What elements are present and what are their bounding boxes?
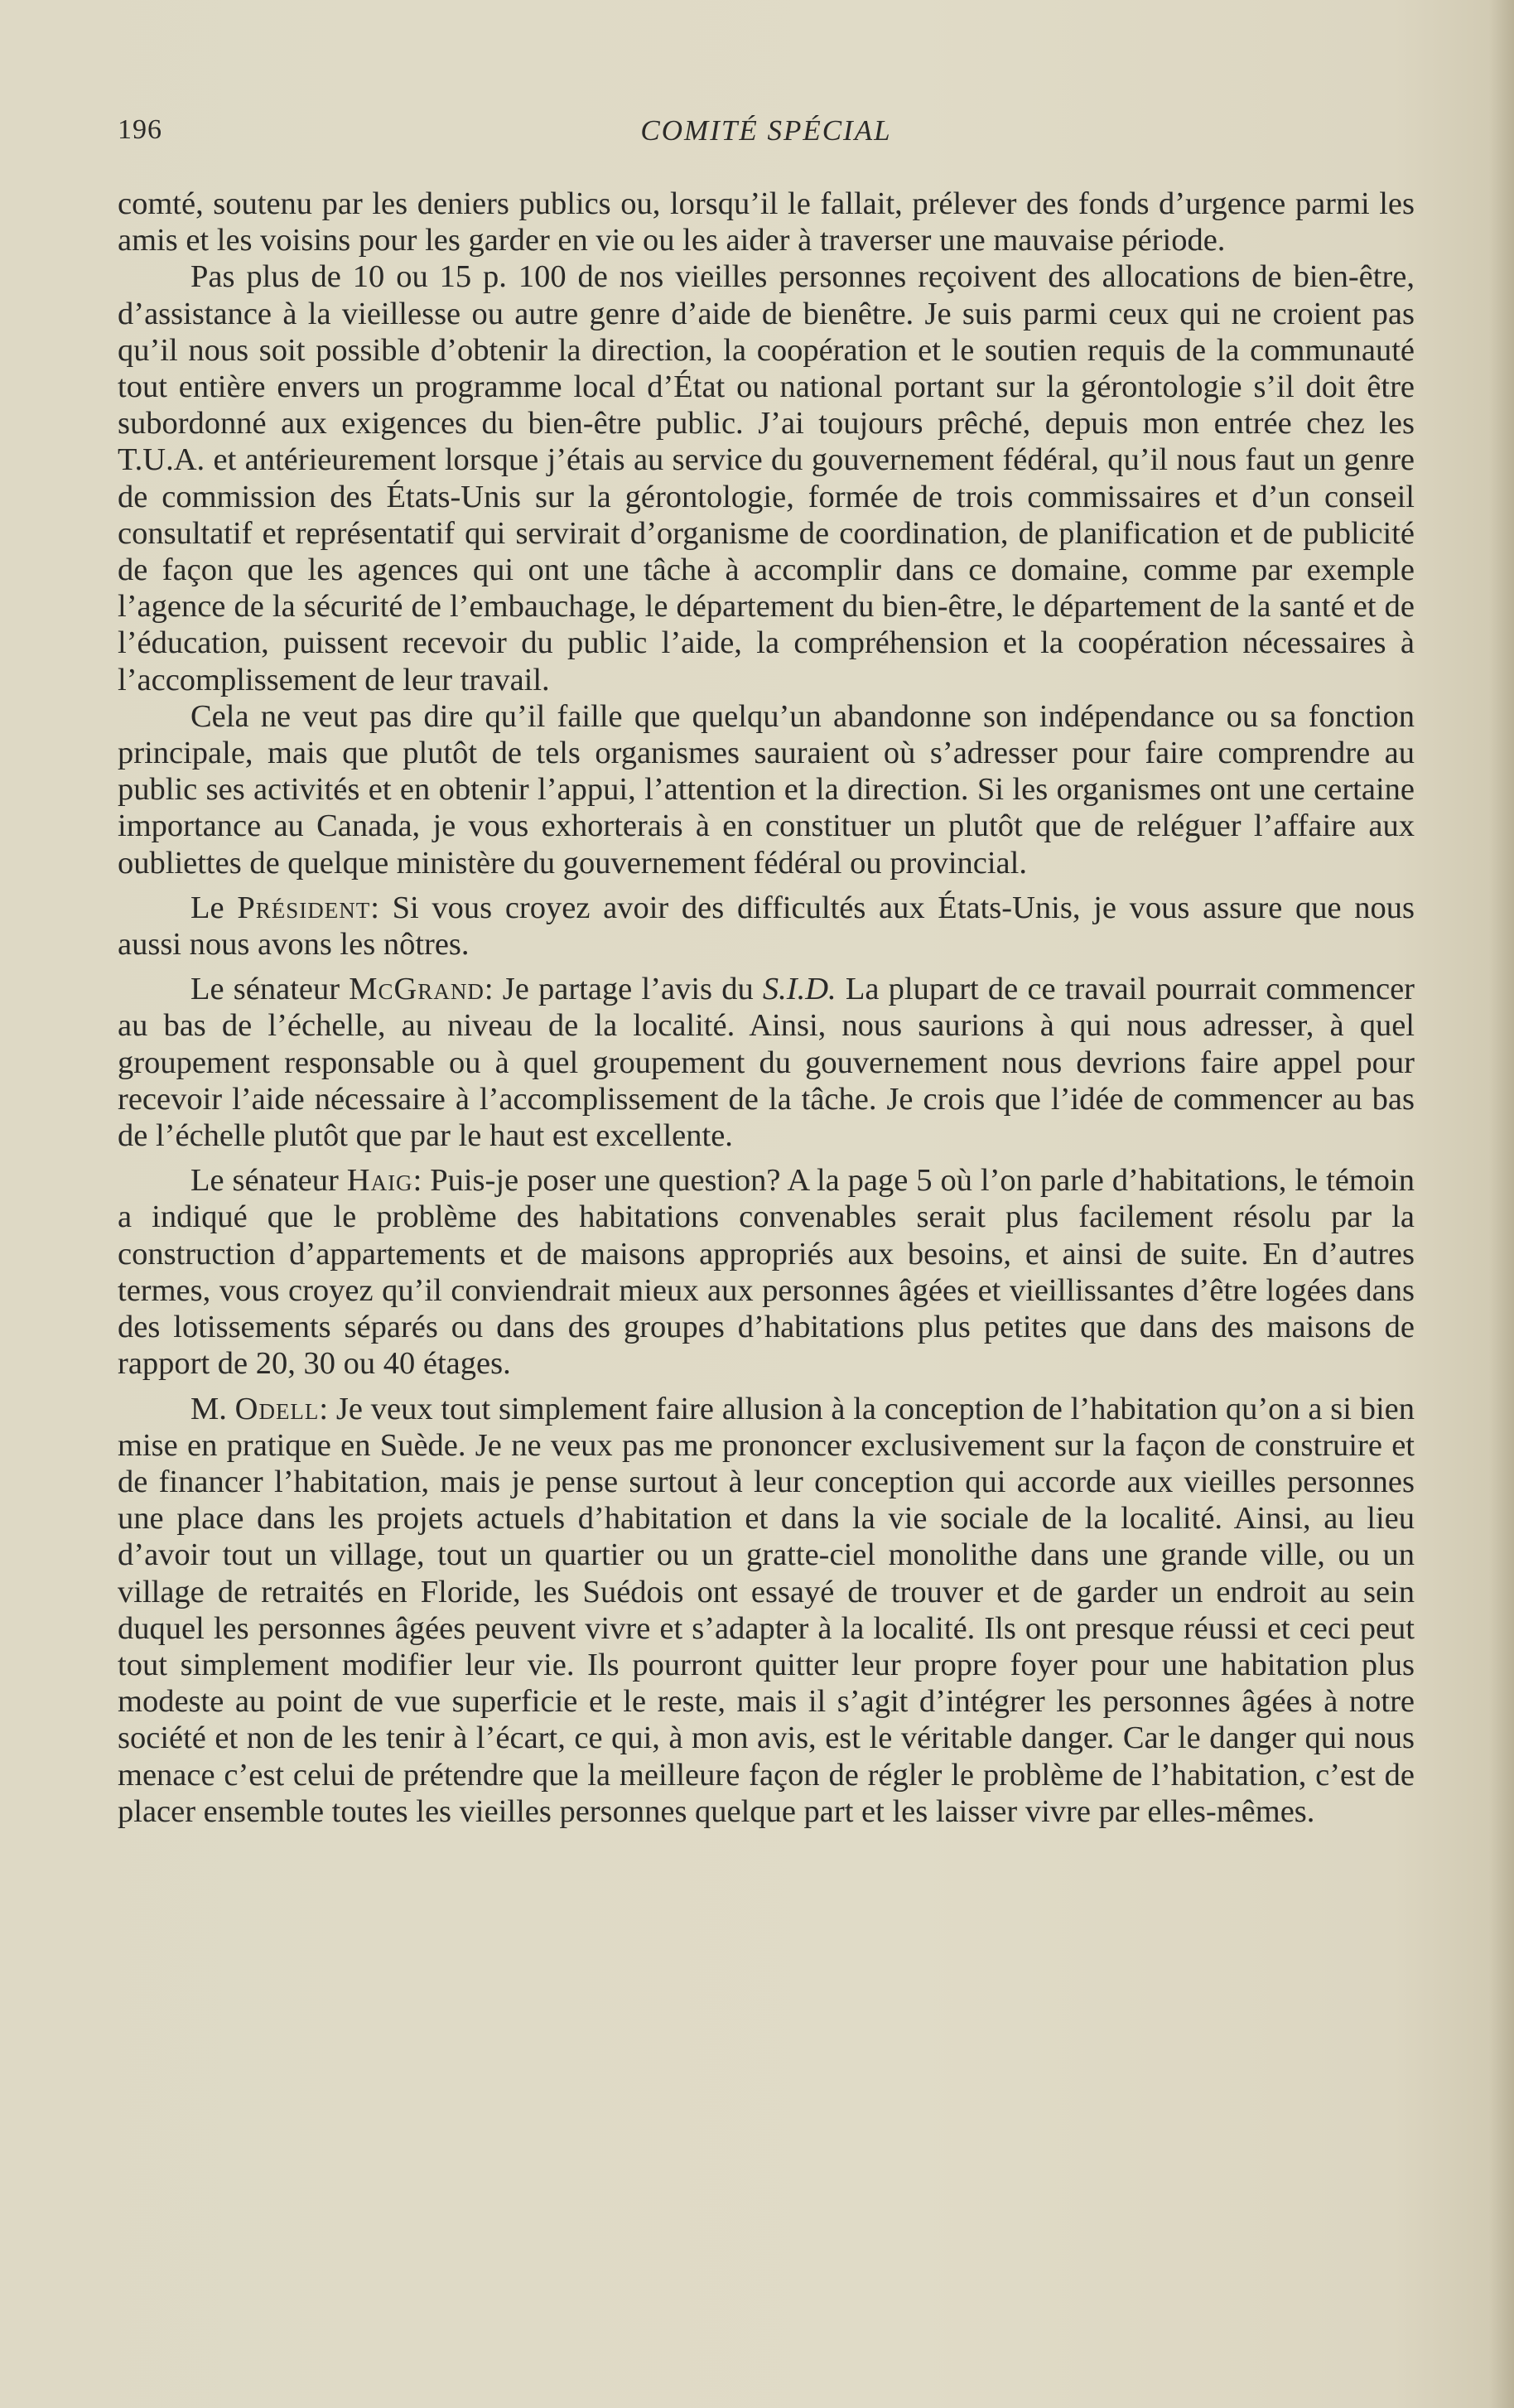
- speaker-name: Président: [237, 890, 371, 925]
- paragraph-continued: comté, soutenu par les deniers publics ou, lorsqu’il le fallait, prélever des fonds d’urgence parmi les amis et les voisins pour les garder en vie ou les aider à traverser une mauvaise période.: [118, 186, 1415, 258]
- speech-haig: [118, 1162, 1415, 1382]
- paragraph: Cela ne veut pas dire qu’il faille que quelqu’un abandonne son indépendance ou sa fonction principale, mais que plutôt de tels organismes sauraient où s’adresser pour faire comprendre au public ses activités et en obtenir l’appui, l’attention et la direction. Si les organismes ont une certaine importance au Canada, je vous exhorterais à en constituer un plutôt que de reléguer l’affaire aux oubliettes de quelque ministère du gouvernement fédéral ou provincial.: [118, 698, 1415, 881]
- speech-text: : Je partage l’avis du: [484, 972, 763, 1007]
- speech-odell: [118, 1391, 1415, 1830]
- speaker-title: M.: [190, 1391, 235, 1426]
- speech-text: La plupart de ce travail pourrait commencer au bas de l’échelle, au niveau de la localité. Ainsi, nous saurions à qui nous adresser, à quel groupement responsable ou à quel groupement du gouvernement nous devrions faire appel pour recevoir l’aide nécessaire à l’accomplissement de la tâche. Je crois que l’idée de commencer au bas de l’échelle plutôt que par le haut est excellente.: [118, 972, 1415, 1154]
- page-number: 196: [118, 114, 162, 145]
- speech-president: [118, 890, 1415, 963]
- body-text: [118, 186, 1415, 1830]
- speech-text: : Si vous croyez avoir des difficultés aux États-Unis, je vous assure que nous aussi nous avons les nôtres.: [118, 890, 1415, 963]
- running-head: COMITÉ SPÉCIAL: [640, 114, 892, 147]
- page-edge-shadow: [1489, 0, 1514, 2408]
- speech-mcgrand: [118, 971, 1415, 1154]
- page-header: [118, 108, 1415, 157]
- speaker-name: McGrand: [349, 972, 485, 1007]
- speech-text: : Puis-je poser une question? A la page 5 où l’on parle d’habitations, le témoin a indiqué que le problème des habitations convenables serait plus facilement résolu par la construction d’appartements et de maisons appropriés aux besoins, et ainsi de suite. En d’autres termes, vous croyez qu’il conviendrait mieux aux personnes âgées et vieillissantes d’être logées dans des lotissements séparés ou dans des groupes d’habitations plus petites que dans des maisons de rapport de 20, 30 ou 40 étages.: [118, 1163, 1415, 1382]
- speaker-title: Le sénateur: [190, 972, 350, 1007]
- abbreviation: S.I.D.: [762, 972, 837, 1007]
- speech-text: : Je veux tout simplement faire allusion à la conception de l’habitation qu’on a si bien mise en pratique en Suède. Je ne veux pas me prononcer exclusivement sur la façon de construire et de financer l’habitation, mais je pense surtout à leur conception qui accorde aux vieilles personnes une place dans les projets actuels d’habitation et dans la vie sociale de la localité. Ainsi, au lieu d’avoir tout un village, tout un quartier ou un gratte-ciel monolithe dans une grande ville, ou un village de retraités en Floride, les Suédois ont essayé de trouver et de garder un endroit au sein duquel les personnes âgées peuvent vivre et s’adapter à la localité. Ils ont presque réussi et ceci peut tout simplement modifier leur vie. Ils pourront quitter leur propre foyer pour une habitation plus modeste au point de vue superficie et le reste, mais il s’agit d’intégrer les personnes âgées à notre société et non de les tenir à l’écart, ce qui, à mon avis, est le véritable danger. Car le danger qui nous menace c’est celui de prétendre que la meilleure façon de régler le problème de l’habitation, c’est de placer ensemble toutes les vieilles personnes quelque part et les laisser vivre par elles-mêmes.: [118, 1391, 1415, 1829]
- speaker-title: Le: [190, 890, 238, 925]
- speaker-title: Le sénateur: [190, 1163, 347, 1199]
- speaker-name: Haig: [346, 1163, 413, 1199]
- speaker-name: Odell: [234, 1391, 320, 1426]
- paragraph: Pas plus de 10 ou 15 p. 100 de nos vieilles personnes reçoivent des allocations de bien-être, d’assistance à la vieillesse ou autre genre d’aide de bienêtre. Je suis parmi ceux qui ne croient pas qu’il nous soit possible d’obtenir la direction, la coopération et le soutien requis de la communauté tout entière envers un programme local d’État ou national portant sur la gérontologie s’il doit être subordonné aux exigences du bien-être public. J’ai toujours prêché, depuis mon entrée chez les T.U.A. et antérieurement lorsque j’étais au service du gouvernement fédéral, qu’il nous faut un genre de commission des États-Unis sur la gérontologie, formée de trois commissaires et d’un conseil consultatif et représentatif qui servirait d’organisme de coordination, de planification et de publicité de façon que les agences qui ont une tâche à accomplir dans ce domaine, comme par exemple l’agence de la sécurité de l’embauchage, le département du bien-être, le département de la santé et de l’éducation, puissent recevoir du public l’aide, la compréhension et la coopération nécessaires à l’accomplissement de leur travail.: [118, 259, 1415, 697]
